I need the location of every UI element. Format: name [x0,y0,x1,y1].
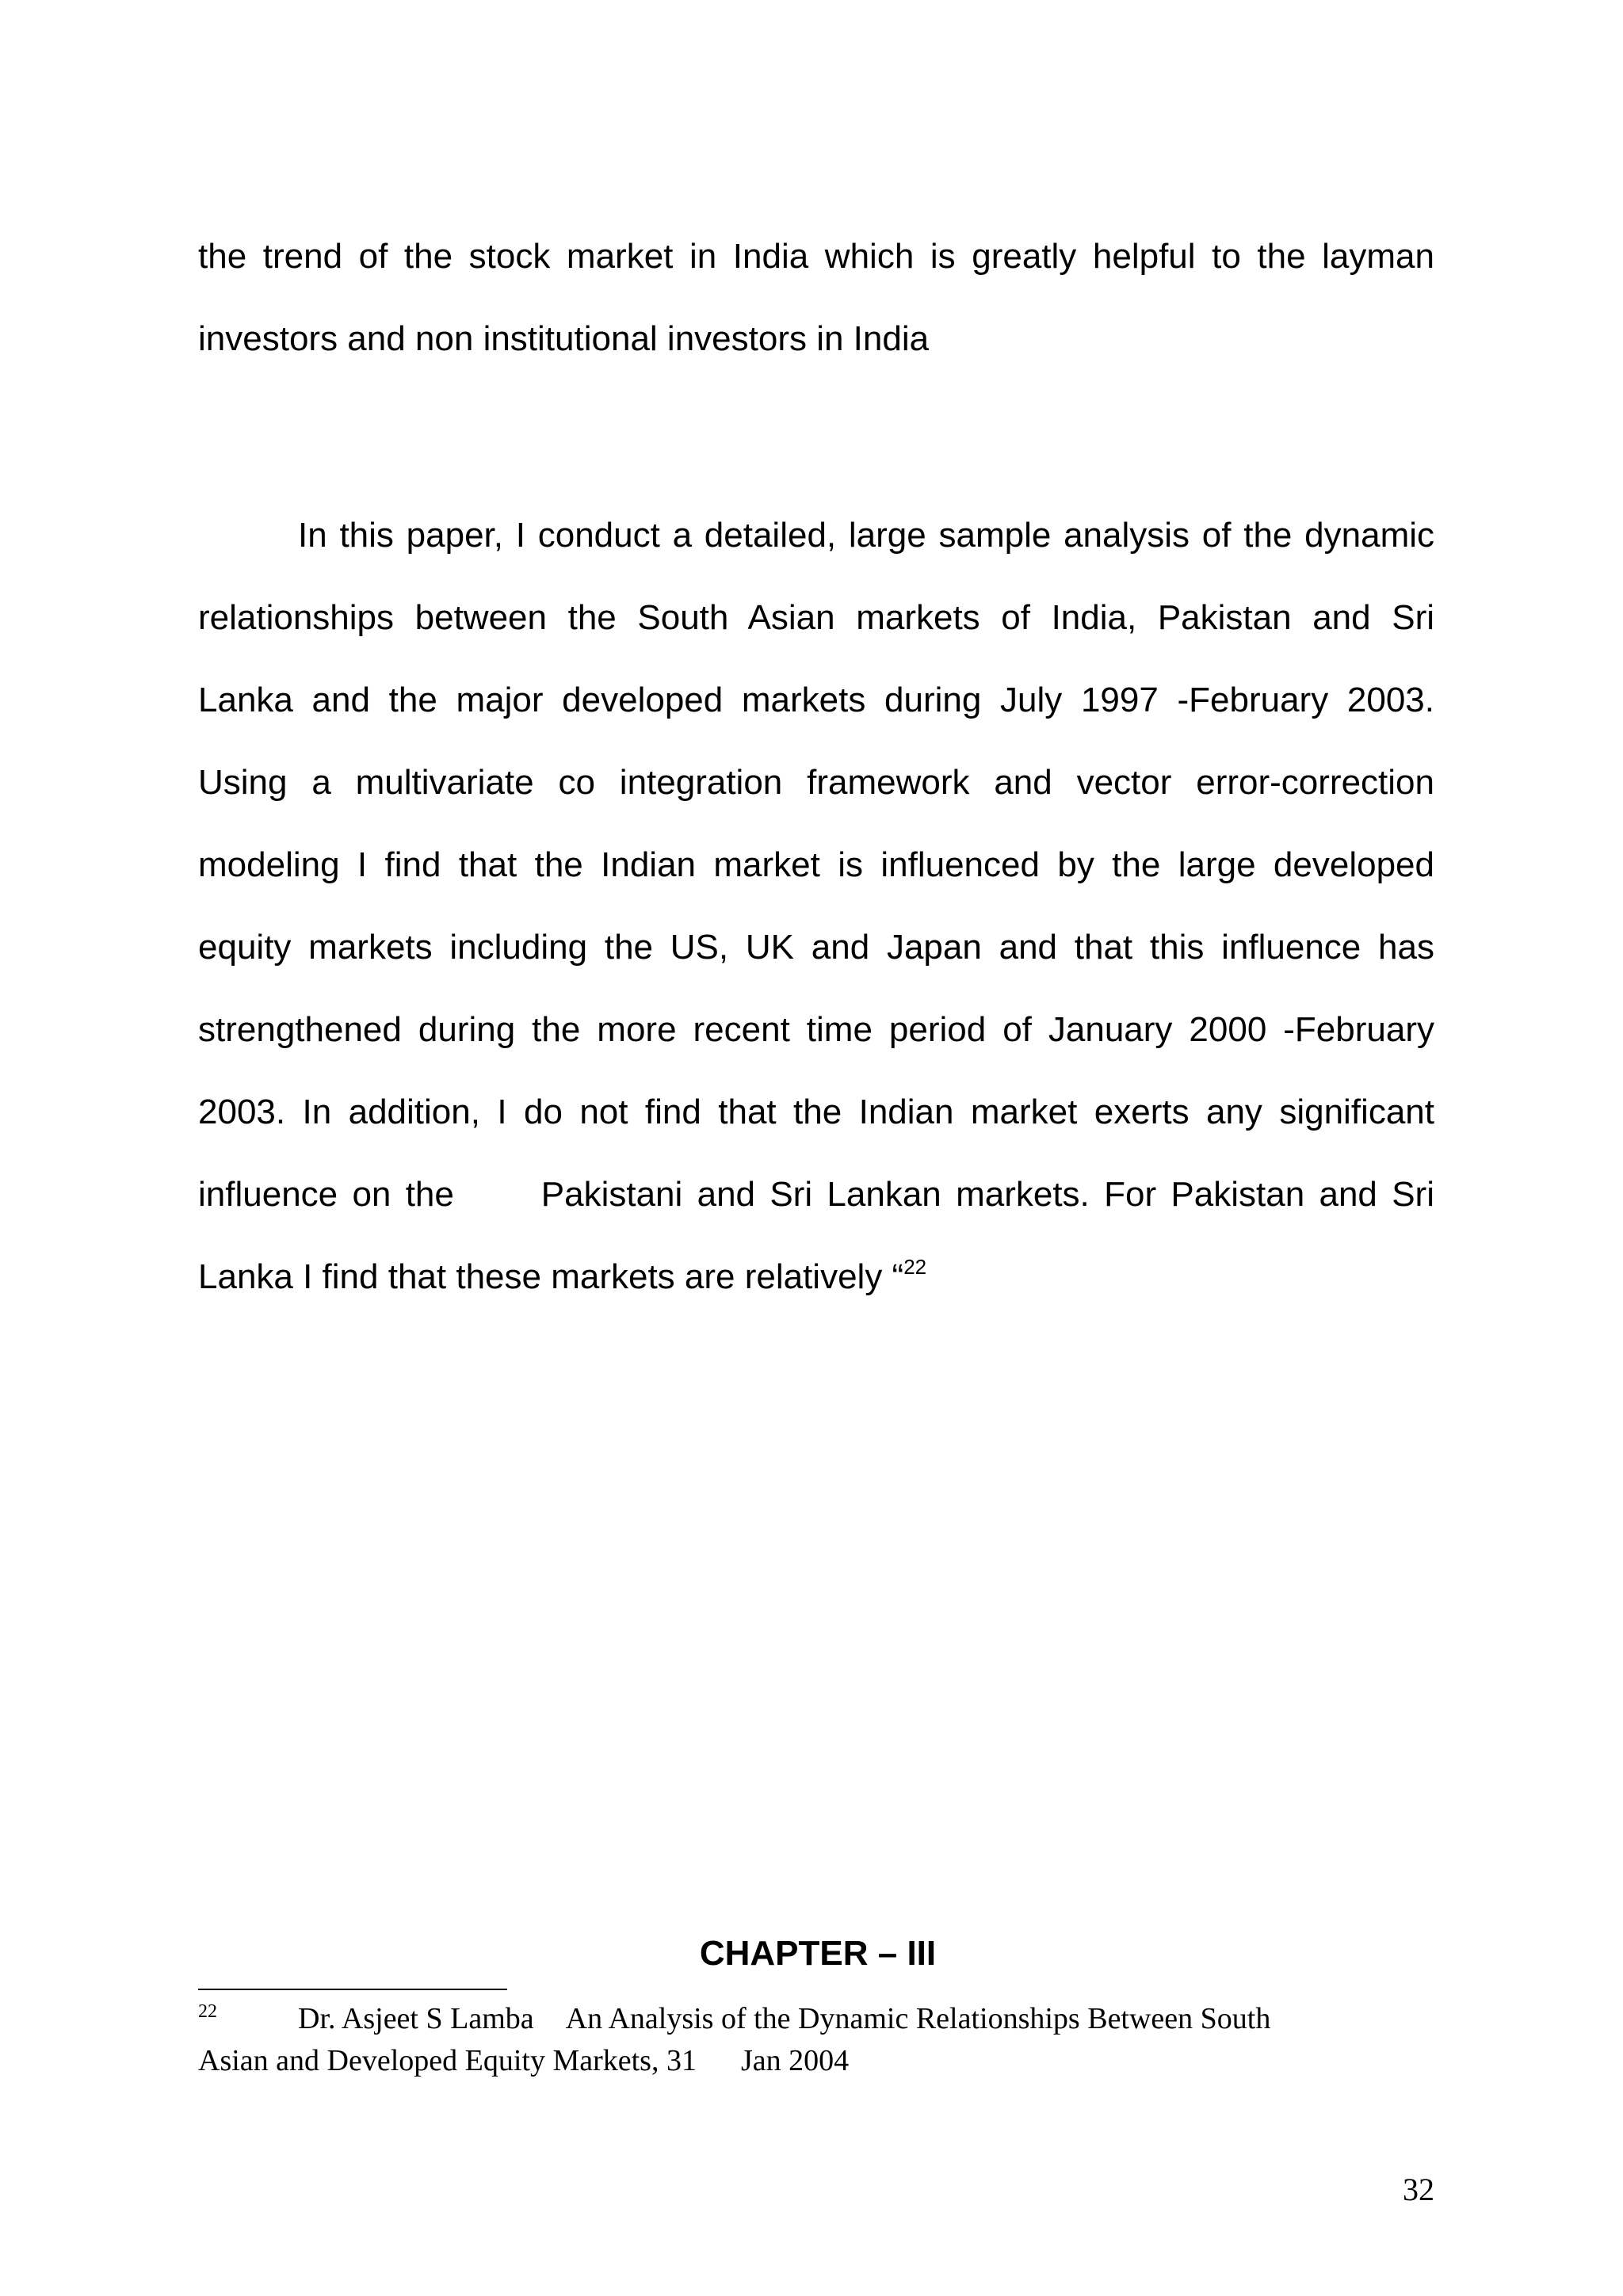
footnote-source: Asian and Developed Equity Markets, 31 [198,2044,697,2077]
text-line-content: influence on the Pakistani and Sri Lankan markets. For Pakistan and Sri [198,1175,1434,1214]
text-line: equity markets including the US, UK and Japan and that this influence has [198,928,1434,967]
text-line: investors and non institutional investors in India [198,319,930,358]
text-line: In this paper, I conduct a detailed, large sample analysis of the dynamic [298,516,1434,555]
footnote-separator [198,1989,507,1990]
footnote-date: Jan 2004 [740,2044,850,2077]
text-line: the trend of the stock market in India which is greatly helpful to the layman [198,237,1434,276]
footnote-author: Dr. Asjeet S Lamba [298,2002,534,2035]
text-line: Lanka and the major developed markets during July 1997 -February 2003. [198,681,1434,719]
text-line: Using a multivariate co integration framework and vector error-correction [198,763,1434,802]
text-line: 2003. In addition, I do not find that the Indian market exerts any significant [198,1093,1434,1131]
text-line: strengthened during the more recent time period of January 2000 -February [198,1010,1434,1049]
page-number: 32 [1403,2172,1434,2207]
text-line: relationships between the South Asian markets of India, Pakistan and Sri [198,598,1434,637]
footnote-number: 22 [198,2001,217,2022]
footnote-reference[interactable]: 22 [903,1255,927,1279]
text-line: modeling I find that the Indian market is influenced by the large developed [198,845,1434,884]
text-line-content: Lanka I find that these markets are relatively “ [198,1257,904,1296]
paragraph-analysis [198,494,1434,1318]
paragraph-continued [198,215,1434,380]
chapter-heading-text: CHAPTER – III [699,1934,937,1973]
footnote [198,2000,1434,2080]
footnote-title: An Analysis of the Dynamic Relationships Between South [565,2002,1271,2035]
chapter-heading [0,1932,1623,1976]
text-line [198,1236,1434,1318]
text-line [198,1154,1434,1236]
